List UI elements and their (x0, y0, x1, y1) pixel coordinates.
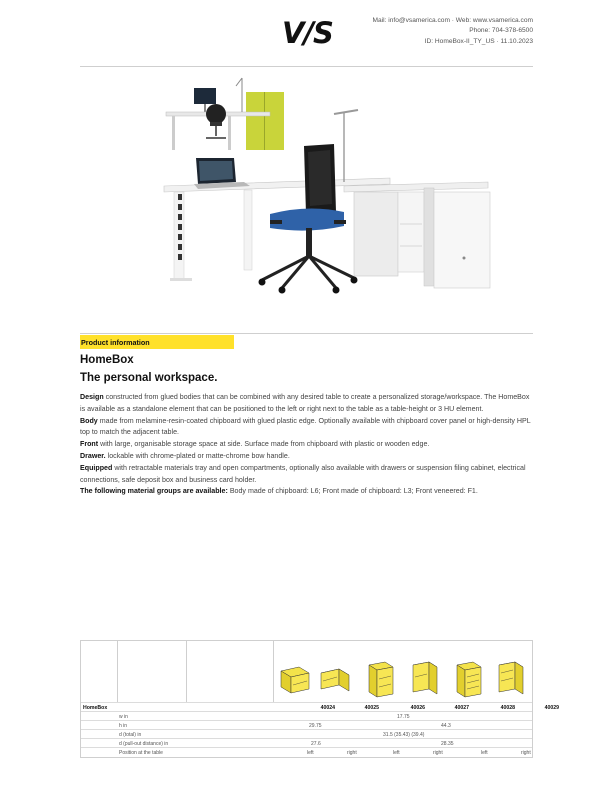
desc-materials-label: The following material groups are available: (80, 487, 228, 496)
contact-mail-web: Mail: info@vsamerica.com · Web: www.vsamerica.com (372, 17, 533, 24)
spec-row-depth-total-label: d (total) in (119, 731, 142, 738)
desc-equipped (80, 463, 536, 487)
photo-monitor-back (194, 88, 216, 104)
position-40027: right (433, 749, 443, 756)
spec-width-value: 17.75 (397, 713, 410, 720)
code-40024: 40024 (320, 704, 335, 711)
thumb-40024 (277, 659, 313, 699)
vs-logo: V/S (282, 16, 333, 50)
desc-design (80, 392, 536, 416)
thumb-40028 (451, 659, 487, 699)
code-40029: 40029 (544, 704, 559, 711)
desc-body-text: made from melamine-resin-coated chipboard with glued plastic edge. Optionally available with chipboard cover panel or high-density HPL top to match the adjacent table. (80, 416, 531, 437)
desc-front-label: Front (80, 440, 99, 449)
desc-design-text: constructed from glued bodies that can be combined with any desired table to create a personalized storage/workspace. The HomeBox is available as a standalone element that can be positioned to the left or right next to the table as a table-height or 3 HU element. (80, 393, 530, 413)
spec-pullout-value-low: 27.6 (311, 740, 321, 747)
spec-table (80, 640, 559, 758)
spec-pullout-value-high: 28.35 (441, 740, 454, 747)
spec-row-height-label: h in (119, 722, 128, 729)
position-40025: right (347, 749, 357, 756)
contact-info (373, 16, 533, 47)
desc-drawer-label: Drawer. (80, 451, 106, 460)
desc-front (80, 439, 536, 451)
spec-depth-total-value: 31.5 (35.43) (39.4) (383, 731, 425, 738)
desc-materials (80, 486, 536, 498)
desc-equipped-text: with retractable materials tray and open compartments, optionally also available with drawers or suspension filing cabinet, electrical connections, safe deposit box and business card holder. (80, 463, 526, 484)
thumb-40025 (317, 659, 353, 699)
product-description (80, 392, 536, 498)
product-tagline: The personal workspace. (80, 372, 218, 384)
desc-body-label: Body (80, 416, 98, 425)
code-40025: 40025 (364, 704, 379, 711)
spec-row-depth-pullout (81, 738, 532, 747)
product-photo (158, 74, 496, 296)
spec-height-value-high: 44.3 (441, 722, 451, 729)
spec-row-height (81, 720, 532, 729)
photo-office-chair (259, 144, 358, 294)
position-40024: left (307, 749, 314, 756)
photo-homebox-door (434, 192, 490, 288)
code-40027: 40027 (454, 704, 469, 711)
spec-product-label: HomeBox (83, 704, 108, 711)
spec-row-width (81, 711, 532, 720)
photo-homebox-body (354, 192, 398, 276)
position-40029: right (521, 749, 531, 756)
spec-height-value-low: 29.75 (309, 722, 322, 729)
spec-row-depth-pullout-label: d (pull-out distance) in (119, 740, 169, 747)
desc-materials-text: Body made of chipboard: L6; Front made of chipboard: L3; Front veneered: F1. (229, 487, 478, 496)
contact-phone: Phone: 704-378-6500 (469, 27, 533, 35)
content-divider (80, 333, 533, 334)
code-40026: 40026 (410, 704, 425, 711)
product-name: HomeBox (80, 354, 134, 366)
position-40028: left (481, 749, 488, 756)
desc-design-label: Design (80, 393, 104, 401)
header-divider (80, 66, 533, 67)
spec-row-width-label: w in (119, 713, 128, 720)
code-40028: 40028 (500, 704, 515, 711)
desc-drawer-text: lockable with chrome-plated or matte-chrome bow handle. (107, 451, 290, 460)
desc-body (80, 416, 536, 440)
product-information-label: Product information (80, 335, 234, 349)
desc-equipped-label: Equipped (80, 463, 113, 472)
thumb-40029 (493, 659, 529, 699)
desc-front-text: with large, organisable storage space at side. Surface made from chipboard with plastic or wooden edge. (100, 440, 430, 449)
position-40026: left (393, 749, 400, 756)
spec-row-depth-total (81, 729, 532, 738)
thumb-40027 (407, 659, 443, 699)
desc-drawer (80, 451, 536, 463)
spec-row-position-label: Position at the table (119, 749, 163, 756)
spec-row-position (81, 747, 532, 756)
document-id: ID: HomeBox-II_TY_US · 11.10.2023 (424, 37, 533, 45)
thumb-40026 (363, 659, 399, 699)
